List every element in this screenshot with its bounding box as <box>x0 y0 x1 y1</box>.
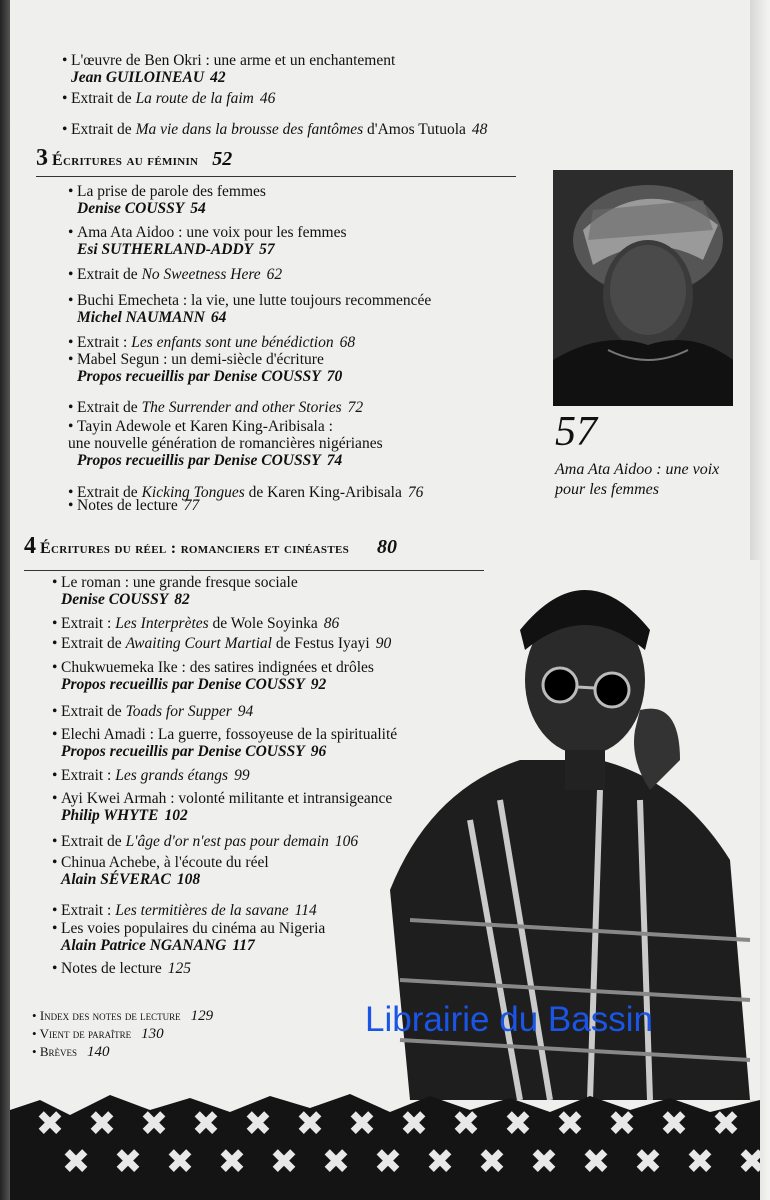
pattern-x-glyph: ✖ <box>451 1104 481 1144</box>
pattern-x-glyph: ✖ <box>477 1142 507 1182</box>
section-3-rule <box>36 176 516 177</box>
pattern-x-glyph: ✖ <box>503 1104 533 1144</box>
toc-entry: • Buchi Emecheta : la vie, une lutte toujours recommencée Michel NAUMANN 64 <box>68 292 432 326</box>
toc-entry: • La prise de parole des femmes Denise COUSSY 54 <box>68 183 266 217</box>
toc-entry: • Extrait : Les termitières de la savane 114 <box>52 902 317 919</box>
watermark-text: Librairie du Bassin <box>365 1000 653 1039</box>
toc-entry: • Extrait de Kicking Tongues de Karen King-Aribisala 76 <box>68 484 424 501</box>
photo-caption: Ama Ata Aidoo : une voix pour les femmes <box>555 461 720 498</box>
pattern-x-glyph: ✖ <box>555 1104 585 1144</box>
page-edge-left <box>0 0 10 1200</box>
table-of-contents-page <box>10 0 767 1200</box>
pattern-x-glyph: ✖ <box>269 1142 299 1182</box>
toc-entry: • Extrait : Les Interprètes de Wole Soyinka 86 <box>52 615 340 632</box>
pattern-x-glyph: ✖ <box>191 1104 221 1144</box>
toc-entry: • Ama Ata Aidoo : une voix pour les femmes Esi SUTHERLAND-ADDY 57 <box>68 224 347 258</box>
index-breves: • Brèves 140 <box>32 1044 110 1060</box>
pattern-x-glyph: ✖ <box>243 1104 273 1144</box>
pattern-x-glyph: ✖ <box>737 1142 767 1182</box>
toc-entry: • Extrait de The Surrender and other Stories 72 <box>68 399 364 416</box>
toc-entry: • Les voies populaires du cinéma au Nigeria Alain Patrice NGANANG 117 <box>52 920 326 954</box>
toc-entry: • Extrait : Les grands étangs 99 <box>52 767 250 784</box>
toc-entry: • Extrait : Les enfants sont une bénédiction 68 <box>68 334 356 351</box>
pattern-x-glyph: ✖ <box>581 1142 611 1182</box>
pattern-x-glyph: ✖ <box>607 1104 637 1144</box>
pattern-x-glyph: ✖ <box>35 1104 65 1144</box>
pattern-x-glyph: ✖ <box>113 1142 143 1182</box>
index-notes-lecture: • Index des notes de lecture 129 <box>32 1008 214 1024</box>
toc-entry-brousse: • Extrait de Ma vie dans la brousse des fantômes d'Amos Tutuola 48 <box>62 121 488 138</box>
pattern-x-glyph: ✖ <box>425 1142 455 1182</box>
caption-page-number: 57 <box>555 409 597 455</box>
index-vient-paraitre: • Vient de paraître 130 <box>32 1026 164 1042</box>
section-4-rule <box>24 570 484 571</box>
pattern-x-glyph: ✖ <box>685 1142 715 1182</box>
toc-entry: • Notes de lecture 77 <box>68 497 200 514</box>
pattern-x-glyph: ✖ <box>87 1104 117 1144</box>
pattern-x-glyph: ✖ <box>61 1142 91 1182</box>
toc-entry: • Chinua Achebe, à l'écoute du réel Alain SÉVERAC 108 <box>52 854 269 888</box>
pattern-x-glyph: ✖ <box>295 1104 325 1144</box>
toc-entry: • Extrait de Awaiting Court Martial de Festus Iyayi 90 <box>52 635 392 652</box>
toc-entry: • Mabel Segun : un demi-siècle d'écriture Propos recueillis par Denise COUSSY 70 <box>68 351 343 385</box>
pattern-x-glyph: ✖ <box>165 1142 195 1182</box>
decorative-pattern-band <box>10 1090 767 1200</box>
toc-entry-route-faim: • Extrait de La route de la faim 46 <box>62 90 276 107</box>
pattern-x-glyph: ✖ <box>399 1104 429 1144</box>
section-4-heading: 4 Écritures du réel : romanciers et cinéastes 80 <box>24 533 398 559</box>
pattern-x-glyph: ✖ <box>373 1142 403 1182</box>
toc-entry: • Chukwuemeka Ike : des satires indignées et drôles Propos recueillis par Denise COUSSY 92 <box>52 659 374 693</box>
portrait-photo-aidoo <box>553 170 733 406</box>
pattern-x-glyph: ✖ <box>711 1104 741 1144</box>
toc-entry: • Elechi Amadi : La guerre, fossoyeuse de la spiritualité Propos recueillis par Denise COUSSY 96 <box>52 726 398 760</box>
toc-entry-okri: • L'œuvre de Ben Okri : une arme et un enchantement Jean GUILOINEAU 42 <box>62 52 396 86</box>
toc-entry: • Tayin Adewole et Karen King-Aribisala : une nouvelle génération de romancières nigérianes Propos recueillis par Denise COUSSY 74 <box>68 418 383 469</box>
pattern-x-glyph: ✖ <box>321 1142 351 1182</box>
toc-entry: • Extrait de No Sweetness Here 62 <box>68 266 283 283</box>
pattern-x-glyph: ✖ <box>139 1104 169 1144</box>
pattern-x-glyph: ✖ <box>217 1142 247 1182</box>
pattern-x-glyph: ✖ <box>529 1142 559 1182</box>
toc-entry: • Extrait de L'âge d'or n'est pas pour demain 106 <box>52 833 359 850</box>
pattern-x-glyph: ✖ <box>659 1104 689 1144</box>
pattern-x-glyph: ✖ <box>347 1104 377 1144</box>
toc-entry: • Ayi Kwei Armah : volonté militante et intransigeance Philip WHYTE 102 <box>52 790 393 824</box>
toc-entry: • Le roman : une grande fresque sociale Denise COUSSY 82 <box>52 574 298 608</box>
toc-entry: • Extrait de Toads for Supper 94 <box>52 703 254 720</box>
section-3-heading: 3 Écritures au féminin 52 <box>36 145 233 171</box>
toc-entry: • Notes de lecture 125 <box>52 960 191 977</box>
pattern-x-glyph: ✖ <box>633 1142 663 1182</box>
